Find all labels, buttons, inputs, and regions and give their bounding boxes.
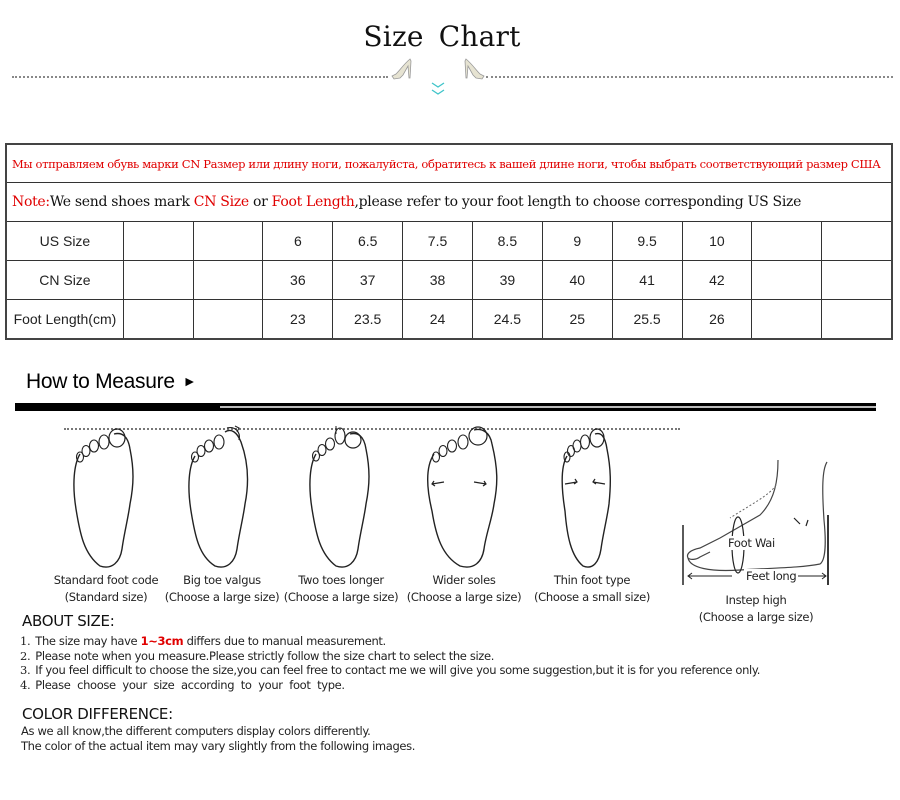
about-size-heading: ABOUT SIZE: xyxy=(22,612,115,630)
item-text: Please choose your size according to your foot type. xyxy=(35,677,345,692)
divider-inner-line xyxy=(220,406,876,408)
dotted-divider-left xyxy=(12,76,388,78)
foot-type-advice: (Choose a large size) xyxy=(164,590,280,604)
play-arrow-icon: ► xyxy=(182,373,197,389)
cell xyxy=(752,222,822,261)
instep-name: Instep high xyxy=(725,593,787,607)
standard-foot-icon xyxy=(62,424,152,570)
high-heel-icon-left xyxy=(390,58,414,80)
color-difference-line: The color of the actual item may vary slightly from the following images. xyxy=(21,739,416,753)
foot-type-name: Big toe valgus xyxy=(183,573,261,587)
about-size-item xyxy=(20,678,760,693)
foot-type-caption xyxy=(271,572,411,606)
cell xyxy=(752,300,822,340)
section-divider-bar xyxy=(15,403,876,411)
cell: 9 xyxy=(542,222,612,261)
us-size-row xyxy=(6,222,892,261)
color-difference-heading: COLOR DIFFERENCE: xyxy=(22,705,173,723)
high-heel-icon-right xyxy=(462,58,486,80)
cell xyxy=(193,222,263,261)
cell xyxy=(752,261,822,300)
item-text: The size may have xyxy=(35,634,141,648)
note-text: ,please refer to your foot length to choose corresponding US Size xyxy=(354,194,802,210)
item-number: 1. xyxy=(20,634,31,648)
double-chevron-down-icon xyxy=(429,80,447,98)
cell xyxy=(123,261,193,300)
cell xyxy=(123,300,193,340)
two-toes-longer-foot-icon xyxy=(298,424,388,570)
cell: 42 xyxy=(682,261,752,300)
cell xyxy=(193,261,263,300)
dotted-divider-right xyxy=(486,76,893,78)
row-label: US Size xyxy=(6,222,123,261)
cell: 23.5 xyxy=(333,300,403,340)
about-size-item xyxy=(20,634,760,649)
russian-note: Мы отправляем обувь марки CN Размер или длину ноги, пожалуйста, обратитесь к вашей длине ноги, чтобы выбрать соответствующий размер США xyxy=(6,144,892,183)
cell: 36 xyxy=(263,261,333,300)
big-toe-valgus-foot-icon xyxy=(175,424,265,570)
cell: 24.5 xyxy=(472,300,542,340)
foot-type-name: Thin foot type xyxy=(553,573,631,587)
cell: 41 xyxy=(612,261,682,300)
cn-size-row xyxy=(6,261,892,300)
cell: 38 xyxy=(403,261,473,300)
note-prefix: Note: xyxy=(12,194,50,210)
foot-type-caption xyxy=(522,572,662,606)
item-number: 3. xyxy=(20,663,31,677)
item-text: differs due to manual measurement. xyxy=(183,634,386,648)
cell: 6.5 xyxy=(333,222,403,261)
item-number: 2. xyxy=(20,648,31,663)
cell: 9.5 xyxy=(612,222,682,261)
feet-long-label: Feet long xyxy=(746,569,797,583)
foot-type-advice: (Choose a large size) xyxy=(406,590,522,604)
note-text: We send shoes mark xyxy=(49,194,194,210)
foot-type-name: Two toes longer xyxy=(298,573,384,587)
item-text: If you feel difficult to choose the size,you can feel free to contact me we will give you some suggestion,but it is for you reference only. xyxy=(35,663,761,677)
cell: 26 xyxy=(682,300,752,340)
cell: 23 xyxy=(263,300,333,340)
row-label: CN Size xyxy=(6,261,123,300)
foot-type-advice: (Standard size) xyxy=(64,590,148,604)
cell: 10 xyxy=(682,222,752,261)
instep-caption xyxy=(686,592,826,626)
how-to-measure-heading xyxy=(26,370,196,394)
item-text: Please note when you measure.Please strictly follow the size chart to select the size. xyxy=(35,648,495,663)
cell xyxy=(193,300,263,340)
instep-advice: (Choose a large size) xyxy=(698,610,814,624)
item-highlight: 1~3cm xyxy=(140,634,184,648)
cell: 25 xyxy=(542,300,612,340)
cell xyxy=(123,222,193,261)
foot-type-name: Standard foot code xyxy=(53,573,159,587)
foot-wai-label: Foot Wai xyxy=(728,536,775,550)
cell xyxy=(822,222,892,261)
about-size-item xyxy=(20,649,760,664)
color-difference-text xyxy=(21,724,415,754)
cell: 40 xyxy=(542,261,612,300)
foot-type-advice: (Choose a large size) xyxy=(283,590,399,604)
russian-note-row xyxy=(6,144,892,183)
size-chart-table xyxy=(5,143,893,340)
cell: 6 xyxy=(263,222,333,261)
cell: 24 xyxy=(403,300,473,340)
foot-length-row xyxy=(6,300,892,340)
wider-soles-foot-icon xyxy=(420,424,510,570)
note-text: or xyxy=(248,194,272,210)
cell: 25.5 xyxy=(612,300,682,340)
cell xyxy=(822,261,892,300)
foot-type-caption xyxy=(394,572,534,606)
color-difference-line: As we all know,the different computers display colors differently. xyxy=(21,724,371,738)
foot-type-name: Wider soles xyxy=(432,573,496,587)
how-to-measure-title: How to Measure xyxy=(26,370,175,393)
cell: 37 xyxy=(333,261,403,300)
note-cn-size: CN Size xyxy=(193,194,249,210)
thin-foot-icon xyxy=(545,424,635,570)
about-size-item xyxy=(20,663,760,678)
row-label: Foot Length(cm) xyxy=(6,300,123,340)
cell xyxy=(822,300,892,340)
cell: 7.5 xyxy=(403,222,473,261)
foot-type-advice: (Choose a small size) xyxy=(533,590,651,604)
item-number: 4. xyxy=(20,677,31,692)
english-note xyxy=(6,183,892,222)
about-size-list xyxy=(20,634,760,692)
page-title: Size Chart xyxy=(363,20,521,53)
english-note-row xyxy=(6,183,892,222)
cell: 8.5 xyxy=(472,222,542,261)
cell: 39 xyxy=(472,261,542,300)
note-foot-length: Foot Length xyxy=(271,194,355,210)
